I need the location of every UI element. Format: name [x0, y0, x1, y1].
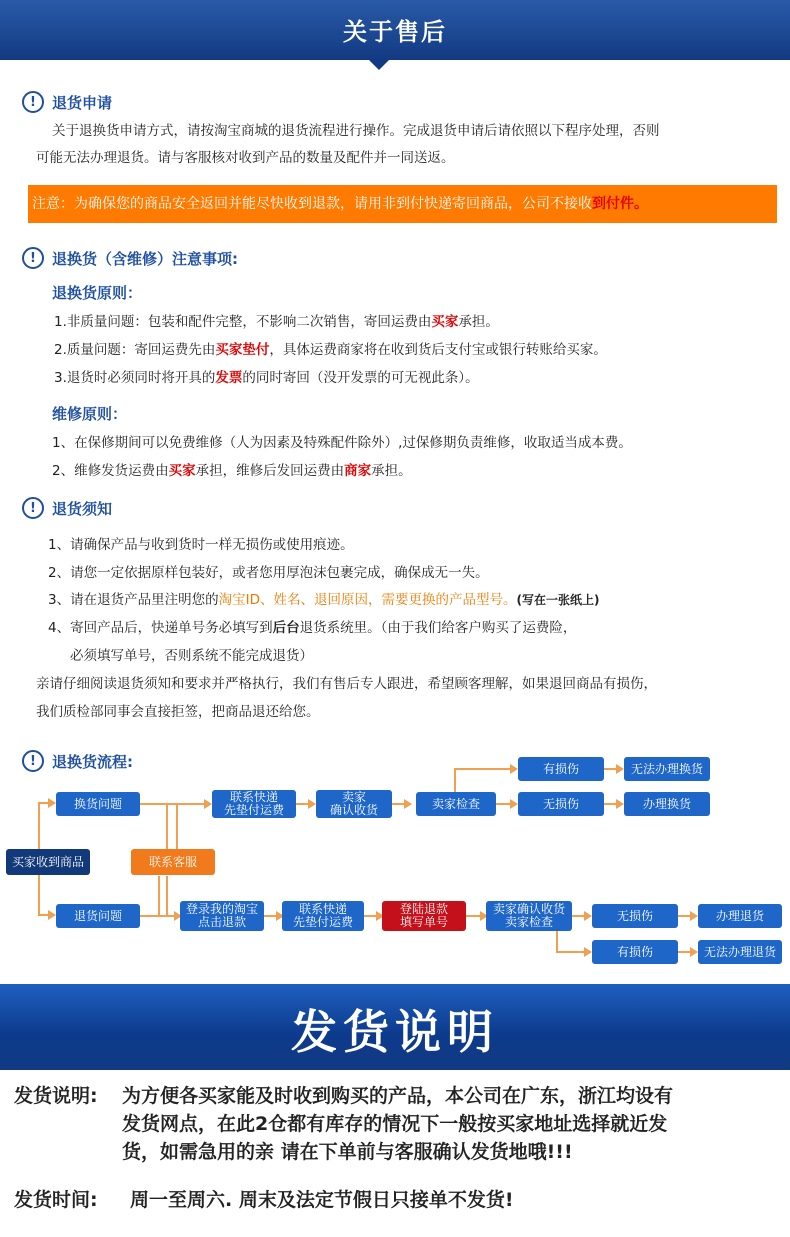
flow-node-re-courier: 联系快递 先垫付运费 — [282, 901, 364, 931]
highlight: 淘宝ID、姓名、退回原因，需要更换的产品型号。 — [218, 592, 517, 608]
flow-node-receive: 买家收到商品 — [6, 849, 90, 875]
paragraph: 关于退换货申请方式，请按淘宝商城的退货流程进行操作。完成退货申请后请依照以下程序处理，否则 — [52, 123, 660, 139]
flow-arrow — [584, 947, 592, 957]
highlight: 买家 — [431, 314, 459, 330]
flow-line — [176, 803, 178, 849]
flow-node-ex-courier: 联系快递 先垫付运费 — [212, 790, 296, 818]
note-item: 必须填写单号，否则系统不能完成退货） — [70, 648, 313, 664]
flow-node-re-damaged: 有损伤 — [592, 940, 678, 964]
banner-notch — [369, 60, 389, 70]
flow-node-re-do: 办理退货 — [698, 904, 782, 928]
header-banner — [0, 0, 790, 60]
section-exchange-notes — [22, 246, 238, 270]
flow-line — [454, 768, 510, 770]
paragraph: 我们质检部同事会直接拒签，把商品退还给您。 — [36, 704, 320, 720]
flow-node-service: 联系客服 — [131, 849, 215, 875]
exclamation-icon: ! — [22, 91, 44, 113]
text: 的同时寄回（没开发票的可无视此条）。 — [242, 370, 479, 386]
text: 承担。 — [371, 463, 412, 479]
flow-arrow — [308, 799, 316, 809]
flow-arrow — [204, 799, 212, 809]
paragraph: 亲请仔细阅读退货须知和要求并严格执行，我们有售后专人跟进，希望顾客理解，如果退回商品有损伤， — [36, 676, 657, 692]
flow-node-ex-do: 办理换货 — [624, 792, 710, 816]
text: 2、维修发货运费由 — [52, 463, 169, 479]
exclamation-icon: ! — [22, 750, 44, 772]
flow-node-exchange: 换货问题 — [56, 792, 140, 816]
flow-node-ex-ok: 无损伤 — [518, 792, 604, 816]
flow-line — [556, 951, 586, 953]
flow-node-ex-confirm: 卖家 确认收货 — [316, 790, 392, 818]
note-item: 2、请您一定依据原样包装好，或者您用厚泡沫包裹完成，确保成无一失。 — [48, 565, 489, 581]
highlight: 买家 — [168, 463, 196, 479]
flow-arrow — [48, 910, 56, 920]
note-item — [48, 615, 576, 641]
exclamation-icon: ! — [22, 497, 44, 519]
flow-line — [140, 803, 206, 805]
section-title: 退货须知 — [52, 499, 113, 518]
text: 3、请在退货产品里注明您的 — [48, 592, 219, 608]
shipping-label: 发货说明: — [14, 1085, 98, 1107]
rule-item — [54, 365, 479, 391]
flow-arrow — [616, 764, 624, 774]
flow-node-re-fill: 登陆退款 填写单号 — [382, 901, 466, 931]
rule-item — [52, 458, 412, 484]
subheading: 退换货原则： — [52, 284, 143, 302]
flow-arrow — [510, 764, 518, 774]
flow-node-re-cannot: 无法办理退货 — [698, 940, 782, 964]
shipping-text: 发货网点，在此2仓都有库存的情况下一般按买家地址选择就近发 — [122, 1113, 668, 1135]
text: 1.非质量问题：包装和配件完整，不影响二次销售，寄回运费由 — [54, 314, 432, 330]
notice-text: 注意：为确保您的商品安全返回并能尽快收到退款，请用非到付快递寄回商品，公司不接收 — [32, 196, 592, 212]
flow-node-ex-cannot: 无法办理换货 — [624, 757, 710, 781]
text: ，具体运费商家将在收到货后支付宝或银行转账给买家。 — [269, 342, 607, 358]
highlight: 买家垫付 — [215, 342, 270, 358]
flow-line — [166, 876, 168, 916]
flow-arrow — [510, 799, 518, 809]
text: 承担。 — [458, 314, 499, 330]
flow-arrow — [690, 911, 698, 921]
highlight: 商家 — [344, 463, 372, 479]
shipping-text: 为方便各买家能及时收到购买的产品，本公司在广东，浙江均设有 — [122, 1085, 674, 1107]
flow-node-re-login: 登录我的淘宝 点击退款 — [180, 901, 264, 931]
flow-arrow — [48, 798, 56, 808]
highlight: 后台 — [272, 620, 300, 636]
shipping-time-label: 发货时间: — [14, 1189, 98, 1211]
exclamation-icon: ! — [22, 247, 44, 269]
flow-node-re-ok: 无损伤 — [592, 904, 678, 928]
section-exchange-flow — [22, 749, 133, 773]
flow-arrow — [690, 947, 698, 957]
notice-highlight: 到付件。 — [592, 196, 648, 212]
flow-arrow — [584, 911, 592, 921]
flow-line — [158, 876, 160, 916]
flow-node-re-check: 卖家确认收货 卖家检查 — [486, 901, 572, 931]
section-title: 退货申请 — [52, 93, 113, 112]
shipping-title: 发货说明 — [291, 1005, 499, 1059]
subheading: 维修原则： — [52, 405, 128, 423]
flow-arrow — [616, 799, 624, 809]
section-return-notes — [22, 496, 112, 520]
flow-node-ex-check: 卖家检查 — [416, 792, 496, 816]
notice-bar — [28, 185, 777, 223]
text: 2.质量问题：寄回运费先由 — [54, 342, 216, 358]
flow-arrow — [404, 799, 412, 809]
note: (写在一张纸上) — [516, 593, 600, 607]
text: 退货系统里。（由于我们给客户购买了运费险， — [299, 620, 577, 636]
section-title: 退换货流程: — [52, 752, 133, 771]
shipping-time-text: 周一至周六. 周末及法定节假日只接单不发货! — [130, 1189, 514, 1211]
text: 3.退货时必须同时将开具的 — [54, 370, 216, 386]
note-item: 1、请确保产品与收到货时一样无损伤或使用痕迹。 — [48, 537, 354, 553]
text: 4、寄回产品后，快递单号务必填写到 — [48, 620, 273, 636]
text: 承担，维修后发回运费由 — [195, 463, 345, 479]
rule-item — [54, 337, 607, 363]
rule-item: 1、在保修期间可以免费维修（人为因素及特殊配件除外）,过保修期负责维修，收取适当成本费。 — [52, 435, 632, 451]
shipping-text: 货，如需急用的亲 请在下单前与客服确认发货地哦!!! — [122, 1141, 573, 1163]
shipping-banner — [0, 984, 790, 1070]
flow-line — [166, 803, 168, 849]
paragraph: 可能无法办理退货。请与客服核对收到产品的数量及配件并一同送返。 — [36, 150, 455, 166]
section-return-apply — [22, 90, 112, 114]
highlight: 发票 — [215, 370, 243, 386]
note-item — [48, 587, 599, 613]
section-title: 退换货（含维修）注意事项: — [52, 249, 238, 268]
flow-line — [556, 930, 558, 952]
rule-item — [54, 309, 499, 335]
flow-line — [454, 768, 456, 792]
flow-node-return: 退货问题 — [56, 904, 140, 928]
page-title: 关于售后 — [343, 18, 447, 46]
flow-node-ex-damaged: 有损伤 — [518, 757, 604, 781]
